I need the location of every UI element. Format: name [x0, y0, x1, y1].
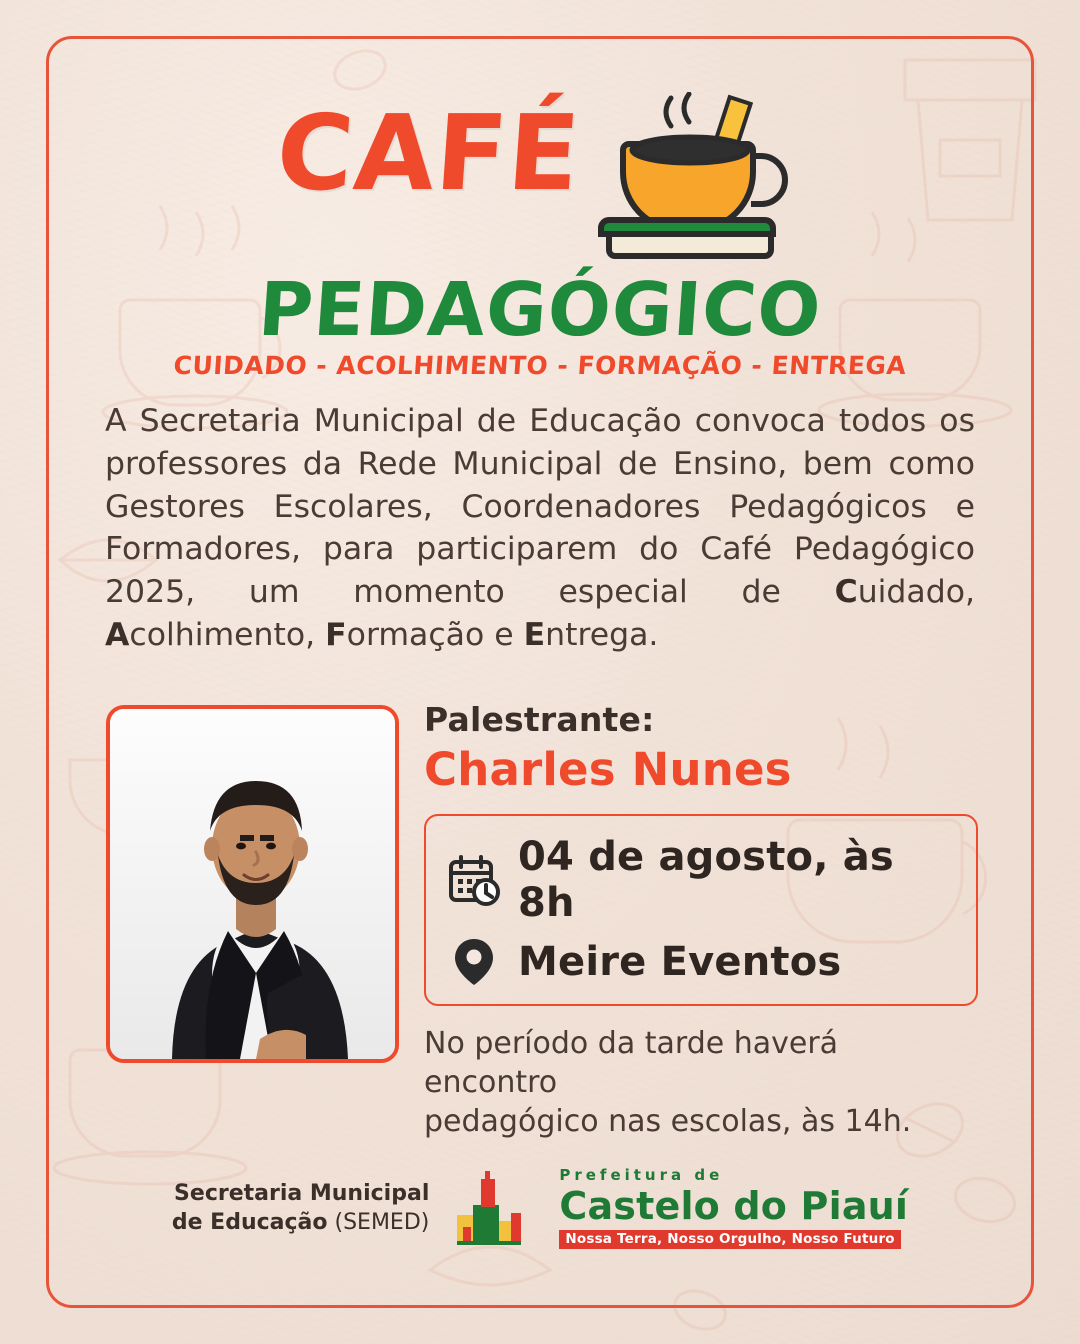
prefecture-logo: [453, 1165, 909, 1250]
speaker-label: Palestrante:: [424, 700, 655, 739]
semed-logo: [172, 1179, 430, 1237]
semed-line-1: Secretaria Municipal: [174, 1181, 430, 1207]
speaker-photo: [106, 705, 399, 1063]
highlight-c: C: [834, 574, 858, 611]
event-details-box: [424, 814, 978, 1006]
highlight-e: E: [523, 617, 546, 654]
speaker-info-block: [424, 700, 978, 1141]
calendar-clock-icon: [448, 854, 500, 906]
prefecture-name: Castelo do Piauí: [559, 1183, 909, 1228]
semed-line-2: [172, 1208, 430, 1237]
highlight-f: F: [325, 617, 347, 654]
map-pin-icon: [448, 936, 500, 988]
semed-line-2-rest: (SEMED): [327, 1210, 430, 1236]
logo-title: CAFÉ: [272, 92, 584, 214]
footer-logos: [0, 1165, 1080, 1250]
logo-block: [0, 92, 1080, 380]
semed-line-2-bold: de Educação: [171, 1210, 328, 1236]
announcement-paragraph: [105, 400, 975, 657]
prefecture-slogan: Nossa Terra, Nosso Orgulho, Nosso Futuro: [559, 1230, 900, 1250]
event-location: Meire Eventos: [518, 939, 842, 985]
event-date: 04 de agosto, às 8h: [518, 834, 894, 926]
word-entrega: ntrega.: [545, 617, 659, 654]
event-date-row: [448, 834, 954, 926]
city-skyline-icon: [453, 1169, 549, 1247]
word-cuidado: uidado,: [857, 574, 975, 611]
word-formacao: ormação e: [346, 617, 524, 654]
afternoon-note: [424, 1024, 978, 1141]
paragraph-text: A Secretaria Municipal de Educação convoca todos os professores da Rede Municipal de Ensino, bem como Gestores Escolares, Coordenadores Pedagógicos e Formadores, para participarem do Café Pedagógico 2025, um momento especial de: [105, 403, 975, 611]
note-line-2: pedagógico nas escolas, às 14h.: [424, 1104, 912, 1139]
coffee-cup-book-pencil-icon: [593, 92, 803, 267]
speaker-name: Charles Nunes: [424, 743, 792, 796]
prefecture-top-label: Prefeitura de: [559, 1165, 724, 1184]
word-acolhimento: colhimento,: [129, 617, 326, 654]
logo-subtitle: PEDAGÓGICO: [255, 267, 825, 353]
event-location-row: [448, 936, 954, 988]
highlight-a: A: [105, 617, 130, 654]
note-line-1: No período da tarde haverá encontro: [424, 1026, 839, 1100]
logo-tagline: CUIDADO - ACOLHIMENTO - FORMAÇÃO - ENTREGA: [172, 351, 908, 380]
